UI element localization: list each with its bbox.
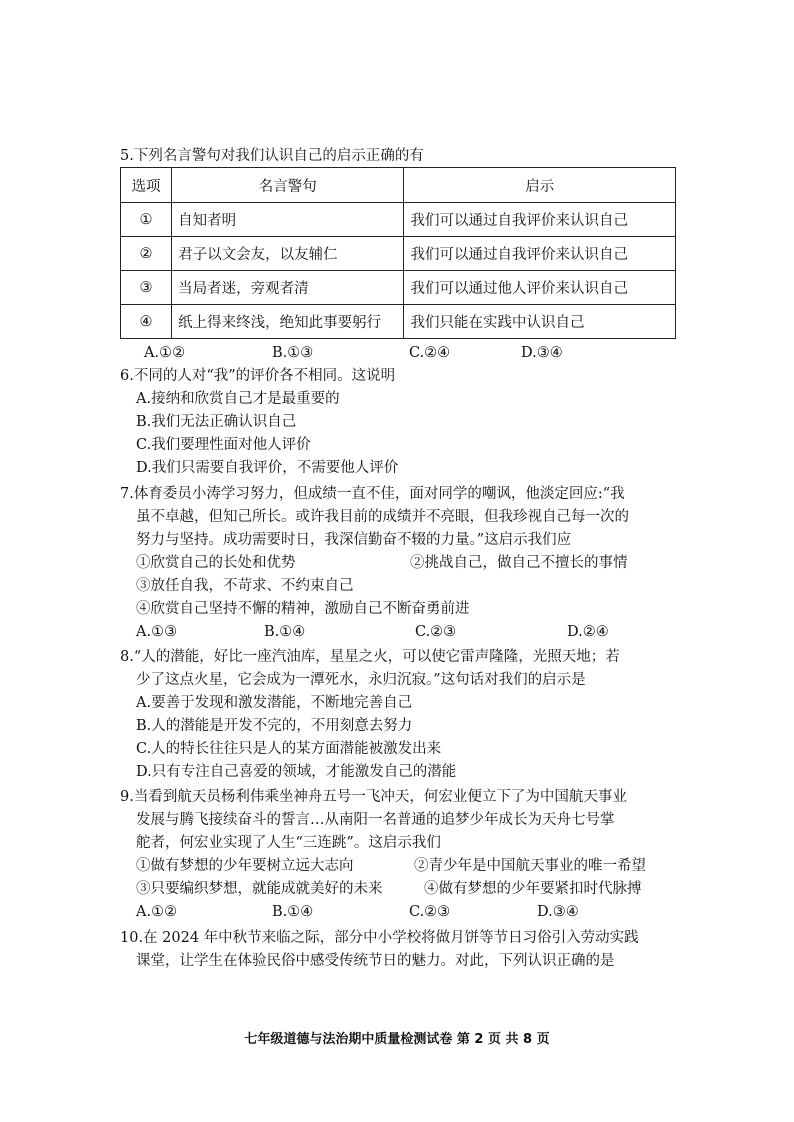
choice-a[interactable]: A.①③	[136, 624, 178, 640]
q9-item-4: ④做有梦想的少年要紧扣时代脉搏	[424, 881, 642, 897]
q7-stem-line-2: 虽不卓越，但知己所长。或许我目前的成绩并不亮眼，但我珍视自己每一次的	[136, 509, 629, 525]
choice-d[interactable]: D.③④	[537, 904, 579, 920]
header-insight: 启示	[404, 168, 676, 203]
q8-option-a[interactable]: A.要善于发现和激发潜能，不断地完善自己	[136, 695, 413, 711]
row-insight: 我们只能在实践中认识自己	[404, 305, 676, 339]
q6-option-a[interactable]: A.接纳和欣赏自己才是最重要的	[136, 391, 340, 407]
q8-option-b[interactable]: B.人的潜能是开发不完的，不用刻意去努力	[136, 718, 413, 734]
q9-item-1: ①做有梦想的少年要树立远大志向	[136, 858, 354, 874]
q9-stem-line-1: 9.当看到航天员杨利伟乘坐神舟五号一飞冲天，何宏业便立下了为中国航天事业	[120, 789, 627, 805]
q8-option-c[interactable]: C.人的特长往往只是人的某方面潜能被激发出来	[136, 741, 442, 757]
choice-b[interactable]: B.①④	[264, 624, 306, 640]
header-option: 选项	[121, 168, 172, 203]
table-row	[121, 237, 676, 271]
q10-stem-line-2: 课堂，让学生在体验民俗中感受传统节日的魅力。对此，下列认识正确的是	[136, 953, 615, 969]
row-option: ②	[121, 237, 172, 271]
q8-stem-line-2: 少了这点火星，它会成为一潭死水，永归沉寂。”这句话对我们的启示是	[136, 672, 586, 688]
q9-stem-line-3: 舵者，何宏业实现了人生“三连跳”。这启示我们	[136, 835, 441, 851]
choice-c[interactable]: C.②③	[409, 904, 451, 920]
table-row	[121, 271, 676, 305]
row-quote: 自知者明	[172, 203, 404, 237]
row-insight: 我们可以通过自我评价来认识自己	[404, 237, 676, 271]
row-option: ③	[121, 271, 172, 305]
table-header-row	[121, 168, 676, 203]
q7-stem-line-3: 努力与坚持。成功需要时日，我深信勤奋不辍的力量。”这启示我们应	[136, 532, 572, 548]
choice-d[interactable]: D.②④	[567, 624, 609, 640]
choice-b[interactable]: B.①④	[272, 904, 314, 920]
q7-item-3: ③放任自我，不苛求、不约束自己	[136, 578, 354, 594]
q5-stem: 5.下列名言警句对我们认识自己的启示正确的有	[120, 148, 424, 164]
choice-b[interactable]: B.①③	[272, 345, 314, 361]
row-quote: 纸上得来终浅，绝知此事要躬行	[172, 305, 404, 339]
q5-choices	[144, 343, 563, 363]
q7-item-4: ④欣赏自己坚持不懈的精神，激励自己不断奋勇前进	[136, 601, 470, 617]
q5-table	[120, 167, 676, 339]
q7-choices	[136, 622, 609, 642]
page-footer: 七年级道德与法治期中质量检测试卷 第 2 页 共 8 页	[244, 1032, 550, 1047]
row-insight: 我们可以通过自我评价来认识自己	[404, 203, 676, 237]
q9-item-3: ③只要编织梦想，就能成就美好的未来	[136, 881, 383, 897]
q7-item-2: ②挑战自己，做自己不擅长的事情	[410, 555, 628, 571]
choice-a[interactable]: A.①②	[136, 904, 178, 920]
choice-a[interactable]: A.①②	[144, 345, 186, 361]
q6-stem: 6.不同的人对“我”的评价各不相同。这说明	[120, 368, 396, 384]
choice-d[interactable]: D.③④	[521, 345, 563, 361]
q9-choices	[136, 902, 579, 922]
q8-option-d[interactable]: D.只有专注自己喜爱的领域，才能激发自己的潜能	[136, 764, 457, 780]
choice-c[interactable]: C.②③	[415, 624, 457, 640]
q8-stem-line-1: 8.“人的潜能，好比一座汽油库，星星之火，可以使它雷声隆隆，光照天地；若	[120, 649, 620, 665]
q9-item-2: ②青少年是中国航天事业的唯一希望	[414, 858, 646, 874]
header-quote: 名言警句	[172, 168, 404, 203]
q7-stem-line-1: 7.体育委员小涛学习努力，但成绩一直不佳，面对同学的嘲讽，他淡定回应:“我	[120, 486, 625, 502]
choice-c[interactable]: C.②④	[409, 345, 451, 361]
row-quote: 君子以文会友，以友辅仁	[172, 237, 404, 271]
row-insight: 我们可以通过他人评价来认识自己	[404, 271, 676, 305]
table-row	[121, 305, 676, 339]
q6-option-c[interactable]: C.我们要理性面对他人评价	[136, 437, 311, 453]
row-option: ④	[121, 305, 172, 339]
q6-option-b[interactable]: B.我们无法正确认识自己	[136, 414, 297, 430]
q7-item-1: ①欣赏自己的长处和优势	[136, 555, 296, 571]
q10-stem-line-1: 10.在 2024 年中秋节来临之际，部分中小学校将做月饼等节日习俗引入劳动实践	[120, 930, 639, 946]
row-quote: 当局者迷，旁观者清	[172, 271, 404, 305]
q9-stem-line-2: 发展与腾飞接续奋斗的誓言…从南阳一名普通的追梦少年成长为天舟七号掌	[136, 812, 615, 828]
row-option: ①	[121, 203, 172, 237]
q6-option-d[interactable]: D.我们只需要自我评价，不需要他人评价	[136, 460, 399, 476]
table-row	[121, 203, 676, 237]
